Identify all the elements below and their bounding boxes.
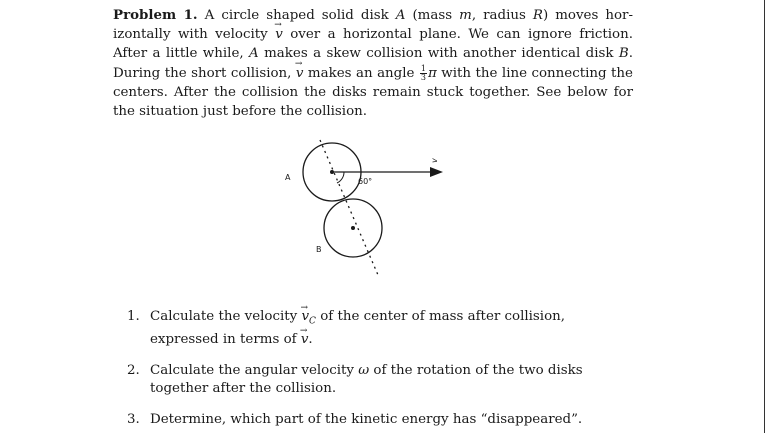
question-text: . <box>308 331 313 347</box>
question-3 <box>127 411 637 429</box>
velocity-arrowhead <box>430 167 443 177</box>
pi-symbol: π <box>428 65 437 81</box>
question-list <box>127 308 637 442</box>
statement-text: over a horizontal plane. We can ignore friction. After a little while, <box>113 27 634 62</box>
problem-heading: Problem 1. <box>113 7 198 23</box>
question-number: 1. <box>127 309 140 324</box>
statement-text: . During the short collision, <box>113 46 633 81</box>
question-number: 3. <box>127 411 140 427</box>
question-text: of the rotation of the two disks together after the collision. <box>150 362 583 396</box>
angle-fraction <box>420 65 427 82</box>
question-text: Determine, which part of the kinetic energy has “disappeared”. <box>150 411 583 427</box>
angle-arc <box>337 172 344 183</box>
mass-symbol: m <box>459 8 472 23</box>
disk-a-symbol: A <box>249 46 259 62</box>
disk-b-label: B <box>316 245 322 254</box>
page-edge-line <box>764 0 765 433</box>
statement-text: makes an angle <box>303 65 419 81</box>
centers-line <box>320 140 378 275</box>
fraction-numerator: 1 <box>420 63 427 73</box>
question-text: of the center of mass after collision, expressed in terms of <box>150 309 566 347</box>
velocity-label: v <box>430 158 439 163</box>
statement-text: , radius <box>471 8 533 23</box>
fraction-denominator: 3 <box>420 72 427 82</box>
center-b-dot <box>351 226 355 230</box>
omega-symbol: ω <box>358 362 370 378</box>
question-2 <box>127 362 637 398</box>
statement-text: ) moves hor-izontally with velocity <box>113 8 633 43</box>
statement-text: (mass <box>405 8 460 23</box>
question-number: 2. <box>127 362 140 378</box>
question-text: Calculate the angular velocity <box>150 362 359 378</box>
disk-a-label: A <box>285 173 291 182</box>
statement-text: with the line connecting the centers. After the collision the disks remain stuck together. See below for the situation just before the collision. <box>113 65 633 120</box>
center-of-mass-subscript: C <box>309 316 316 327</box>
question-text: Calculate the velocity <box>150 309 302 324</box>
question-1 <box>127 308 637 349</box>
collision-diagram <box>270 135 460 280</box>
disk-a-symbol: A <box>395 8 406 23</box>
problem-statement <box>113 6 633 121</box>
velocity-vector-symbol: → v <box>275 25 283 44</box>
velocity-label-group <box>430 158 439 163</box>
statement-text: makes a skew collision with another identical disk <box>258 46 619 62</box>
angle-label: 60° <box>358 177 373 186</box>
velocity-vector-symbol: → v <box>301 331 309 349</box>
velocity-vector-symbol: → v <box>296 64 304 83</box>
statement-text: A circle shaped solid disk <box>204 8 396 23</box>
velocity-vector-symbol: → v <box>301 308 309 326</box>
radius-symbol: R <box>532 8 543 23</box>
disk-b-symbol: B <box>618 46 629 62</box>
